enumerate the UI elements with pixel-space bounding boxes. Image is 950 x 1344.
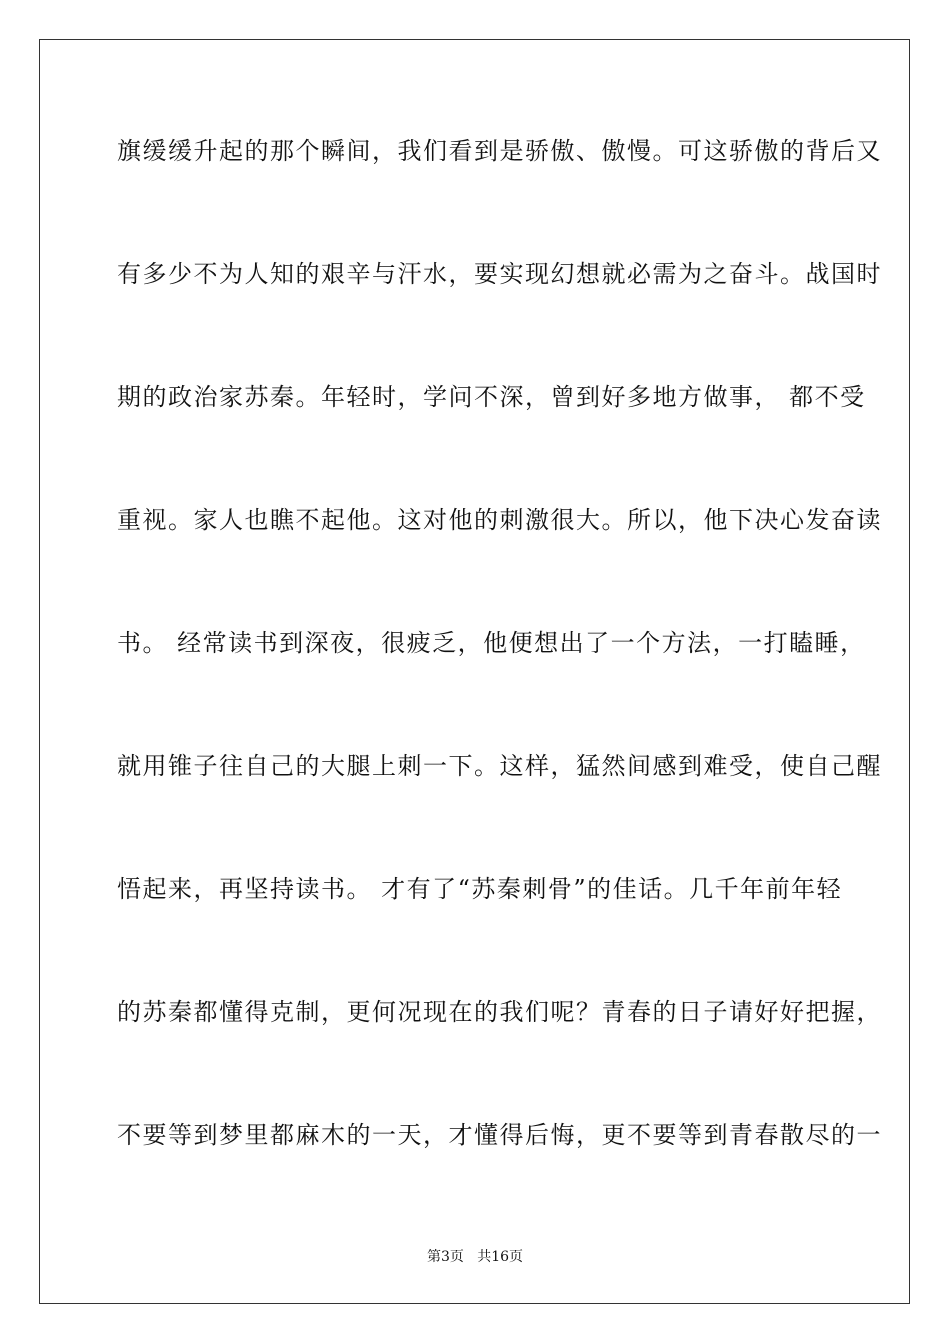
text-line: 有多少不为人知的艰辛与汗水，要实现幻想就必需为之奋斗。战国时 [117,260,882,288]
text-line: 书。 经常读书到深夜，很疲乏，他便想出了一个方法，一打瞌睡， [117,629,866,657]
page-border [39,39,910,1304]
text-line: 的苏秦都懂得克制，更何况现在的我们呢？青春的日子请好好把握， [117,998,882,1026]
text-line: 不要等到梦里都麻木的一天，才懂得后悔，更不要等到青春散尽的一 [117,1121,882,1149]
text-line: 期的政治家苏秦。年轻时，学问不深，曾到好多地方做事， 都不受 [117,383,866,411]
page-number-footer: 第3页 共16页 [426,1249,524,1265]
text-line: 悟起来，再坚持读书。 才有了“苏秦刺骨”的佳话。几千年前年轻 [117,875,843,903]
text-line: 重视。家人也瞧不起他。这对他的刺激很大。所以，他下决心发奋读 [117,506,882,534]
text-line: 就用锥子往自己的大腿上刺一下。这样，猛然间感到难受，使自己醒 [117,752,882,780]
text-line: 旗缓缓升起的那个瞬间，我们看到是骄傲、傲慢。可这骄傲的背后又 [117,137,882,165]
